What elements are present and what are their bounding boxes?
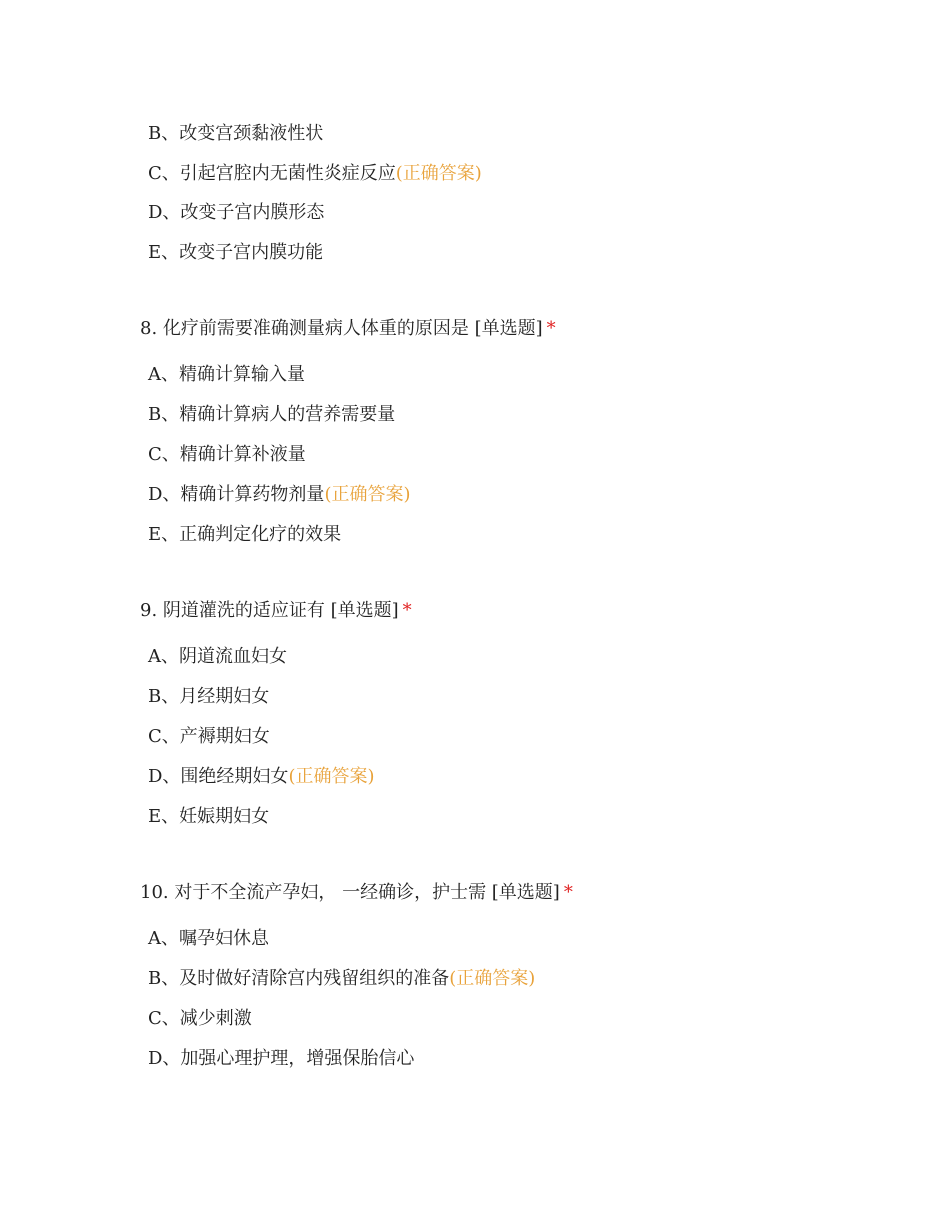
q7-option-b bbox=[148, 122, 323, 146]
q7-option-e bbox=[148, 241, 323, 265]
q8-title bbox=[140, 317, 556, 341]
option-text: A、阴道流血妇女 bbox=[148, 646, 287, 667]
option-text: D、加强心理护理，增强保胎信心 bbox=[148, 1048, 415, 1069]
correct-answer-marker: (正确答案) bbox=[395, 163, 482, 184]
q7-option-d bbox=[148, 201, 324, 225]
required-marker: * bbox=[546, 318, 556, 339]
q10-option-b bbox=[148, 967, 535, 991]
required-marker: * bbox=[563, 882, 573, 903]
q9-option-a bbox=[148, 645, 287, 669]
correct-answer-marker: (正确答案) bbox=[324, 484, 411, 505]
option-text: B、月经期妇女 bbox=[148, 686, 270, 707]
q9-option-c bbox=[148, 725, 270, 749]
option-text: E、改变子宫内膜功能 bbox=[148, 242, 324, 263]
question-text: 8. 化疗前需要准确测量病人体重的原因是 [单选题] bbox=[140, 318, 543, 339]
question-text: 9. 阴道灌洗的适应证有 [单选题] bbox=[140, 600, 399, 621]
q9-option-d bbox=[148, 765, 374, 789]
option-text: B、及时做好清除宫内残留组织的准备 bbox=[148, 968, 450, 989]
option-text: D、精确计算药物剂量 bbox=[148, 484, 325, 505]
q8-option-c bbox=[148, 443, 306, 467]
option-text: C、减少刺激 bbox=[148, 1008, 252, 1029]
option-text: B、改变宫颈黏液性状 bbox=[148, 123, 324, 144]
correct-answer-marker: (正确答案) bbox=[288, 766, 375, 787]
q8-option-d bbox=[148, 483, 410, 507]
option-text: A、精确计算输入量 bbox=[148, 364, 305, 385]
q10-option-d bbox=[148, 1047, 414, 1071]
q9-option-e bbox=[148, 805, 269, 829]
option-text: C、产褥期妇女 bbox=[148, 726, 270, 747]
option-text: B、精确计算病人的营养需要量 bbox=[148, 404, 396, 425]
q9-option-b bbox=[148, 685, 269, 709]
option-text: A、嘱孕妇休息 bbox=[148, 928, 269, 949]
q10-option-a bbox=[148, 927, 269, 951]
q10-title bbox=[140, 881, 573, 905]
option-text: C、精确计算补液量 bbox=[148, 444, 306, 465]
q8-option-a bbox=[148, 363, 305, 387]
option-text: E、正确判定化疗的效果 bbox=[148, 524, 342, 545]
question-text: 10. 对于不全流产孕妇， 一经确诊，护士需 [单选题] bbox=[140, 882, 560, 903]
option-text: D、围绝经期妇女 bbox=[148, 766, 289, 787]
q8-option-e bbox=[148, 523, 341, 547]
option-text: E、妊娠期妇女 bbox=[148, 806, 270, 827]
required-marker: * bbox=[402, 600, 412, 621]
correct-answer-marker: (正确答案) bbox=[449, 968, 536, 989]
q9-title bbox=[140, 599, 412, 623]
q10-option-c bbox=[148, 1007, 252, 1031]
q8-option-b bbox=[148, 403, 395, 427]
option-text: D、改变子宫内膜形态 bbox=[148, 202, 325, 223]
option-text: C、引起宫腔内无菌性炎症反应 bbox=[148, 163, 396, 184]
q7-option-c bbox=[148, 162, 482, 186]
